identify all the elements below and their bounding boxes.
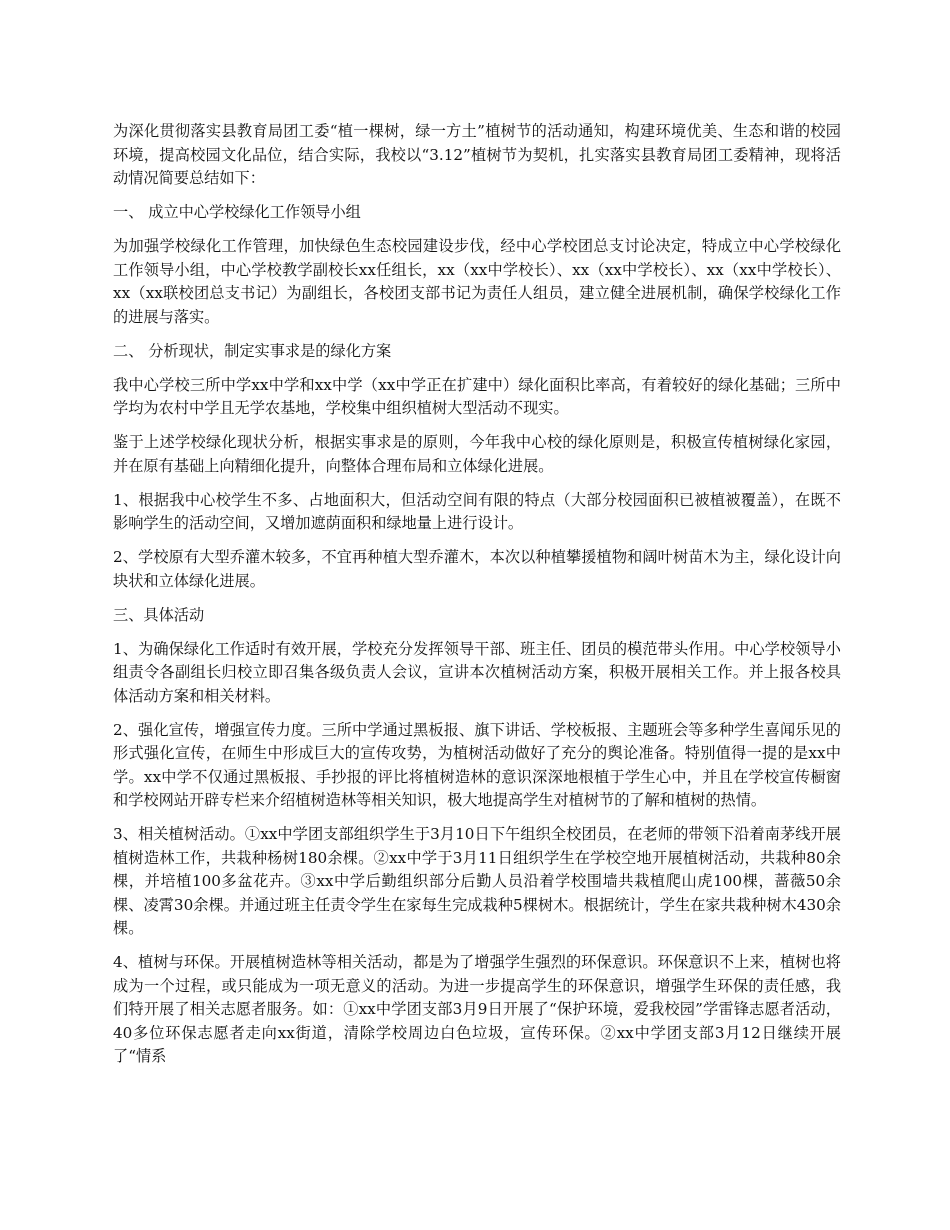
section-2-paragraph-1: 我中心学校三所中学xx中学和xx中学（xx中学正在扩建中）绿化面积比率高，有着较好的绿化基础；三所中学均为农村中学且无学农基地，学校集中组织植树大型活动不现实。: [113, 375, 841, 417]
section-2-paragraph-3: 1、根据我中心校学生不多、占地面积大，但活动空间有限的特点（大部分校园面积已被植被覆盖），在既不影响学生的活动空间，又增加遮荫面积和绿地量上进行设计。: [113, 490, 841, 532]
section-3-paragraph-2: 2、强化宣传，增强宣传力度。三所中学通过黑板报、旗下讲话、学校板报、主题班会等多种学生喜闻乐见的形式强化宣传，在师生中形成巨大的宣传攻势，为植树活动做好了充分的舆论准备。特别值得一提的是xx中学。xx中学不仅通过黑板报、手抄报的评比将植树造林的意识深深地根植于学生心中，并且在学校宣传橱窗和学校网站开辟专栏来介绍植树造林等相关知识，极大地提高学生对植树节的了解和植树的热情。: [113, 720, 841, 809]
section-3-paragraph-1: 1、为确保绿化工作适时有效开展，学校充分发挥领导干部、班主任、团员的模范带头作用。中心学校领导小组责令各副组长归校立即召集各级负责人会议，宣讲本次植树活动方案，积极开展相关工作。并上报各校具体活动方案和相关材料。: [113, 639, 841, 705]
section-1-paragraph: 为加强学校绿化工作管理，加快绿色生态校园建设步伐，经中心学校团总支讨论决定，特成立中心学校绿化工作领导小组，中心学校教学副校长xx任组长，xx（xx中学校长）、xx（xx中学校长）、xx（xx中学校长）、xx（xx联校团总支书记）为副组长，各校团支部书记为责任人组员，建立健全进展机制，确保学校绿化工作的进展与落实。: [113, 237, 841, 326]
section-3-paragraph-3: 3、相关植树活动。①xx中学团支部组织学生于3月10日下午组织全校团员，在老师的带领下沿着南茅线开展植树造林工作，共栽种杨树180余棵。②xx中学于3月11日组织学生在学校空地开展植树活动，共栽种80余棵，并培植100多盆花卉。③xx中学后勤组织部分后勤人员沿着学校围墙共栽植爬山虎100棵，蔷薇50余棵、凌霄30余棵。并通过班主任责令学生在家每生完成栽种5棵树木。根据统计，学生在家共栽种树木430余棵。: [113, 825, 841, 937]
section-2-paragraph-4: 2、学校原有大型乔灌木较多，不宜再种植大型乔灌木，本次以种植攀援植物和阔叶树苗木为主，绿化设计向块状和立体绿化进展。: [113, 548, 841, 590]
section-3-paragraph-4: 4、植树与环保。开展植树造林等相关活动，都是为了增强学生强烈的环保意识。环保意识不上来，植树也将成为一个过程，或只能成为一项无意义的活动。为进一步提高学生的环保意识，增强学生环保的责任感，我们特开展了相关志愿者服务。如：①xx中学团支部3月9日开展了“保护环境，爱我校园”学雷锋志愿者活动，40多位环保志愿者走向xx街道，清除学校周边白色垃圾，宣传环保。②xx中学团支部3月12日继续开展了“情系: [113, 953, 841, 1065]
section-2-heading: 二、 分析现状，制定实事求是的绿化方案: [113, 341, 392, 360]
section-2-paragraph-2: 鉴于上述学校绿化现状分析，根据实事求是的原则，今年我中心校的绿化原则是，积极宣传植树绿化家园，并在原有基础上向精细化提升，向整体合理布局和立体绿化进展。: [113, 433, 841, 475]
intro-paragraph: 为深化贯彻落实县教育局团工委“植一棵树，绿一方土”植树节的活动通知，构建环境优美、生态和谐的校园环境，提高校园文化品位，结合实际，我校以“3.12”植树节为契机，扎实落实县教育局团工委精神，现将活动情况简要总结如下：: [113, 122, 841, 187]
section-3-heading: 三、具体活动: [113, 605, 205, 624]
section-1-heading: 一、 成立中心学校绿化工作领导小组: [113, 203, 361, 221]
document-body: [113, 120, 841, 1079]
